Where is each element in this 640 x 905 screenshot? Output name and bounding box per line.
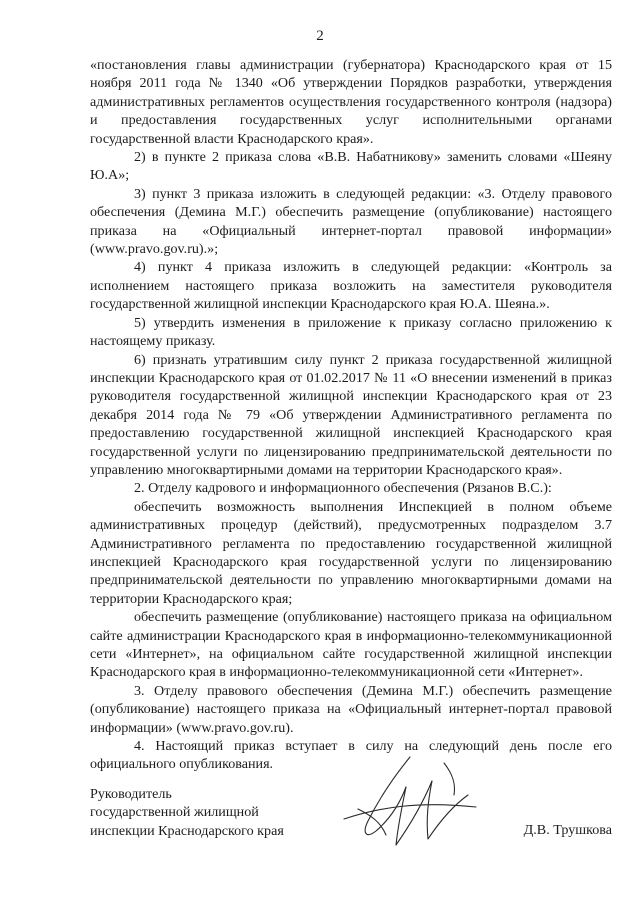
- handwritten-signature: [340, 749, 480, 859]
- signature-block: [90, 785, 612, 865]
- paragraph-clause-2-task-2: обеспечить размещение (опубликование) настоящего приказа на официальном сайте администрации Краснодарского края в информационно-телекоммуникационной сети «Интернет», на официальном сайте государственной жилищной инспекции Краснодарского края в информационно-телекоммуникационной сети «Интернет».: [90, 609, 612, 681]
- paragraph-clause-2-task-1: обеспечить возможность выполнения Инспекцией в полном объеме административных процедур (действий), предусмотренных подразделом 3.7 Административного регламента по предоставлению государственной жилищной инспекцией Краснодарского края государственной услуги по лицензированию предпринимательской деятельности по управлению многоквартирными домами на территории Краснодарского края;: [90, 498, 612, 607]
- signatory-title: [90, 785, 284, 840]
- paragraph-clause-3: 3. Отделу правового обеспечения (Демина М.Г.) обеспечить размещение (опубликование) настоящего приказа на «Официальный интернет-портал правовой информации» (www.pravo.gov.ru).: [90, 682, 612, 736]
- document-body: [90, 56, 612, 774]
- signatory-name: Д.В. Трушкова: [523, 822, 612, 838]
- signatory-title-line: Руководитель: [90, 786, 172, 802]
- signatory-title-line: инспекции Краснодарского края: [90, 822, 284, 839]
- paragraph-clause-2: 2. Отделу кадрового и информационного обеспечения (Рязанов В.С.):: [134, 480, 552, 497]
- page-number: 2: [316, 28, 324, 44]
- paragraph-clause-4: 4. Настоящий приказ вступает в силу на следующий день после его официального опубликования.: [90, 738, 612, 773]
- signatory-title-line: государственной жилищной: [90, 804, 259, 821]
- paragraph-item-2: 2) в пункте 2 приказа слова «В.В. Набатникову» заменить словами «Шеяну Ю.А»;: [90, 149, 612, 184]
- paragraph-item-5: 5) утвердить изменения в приложение к приказу согласно приложению к настоящему приказу.: [90, 314, 612, 350]
- paragraph-item-3: 3) пункт 3 приказа изложить в следующей редакции: «3. Отделу правового обеспечения (Демина М.Г.) обеспечить размещение (опубликование) настоящего приказа на «Официальный интернет-портал правовой информации» (www.pravo.gov.ru).»;: [90, 185, 612, 258]
- paragraph-item-4: 4) пункт 4 приказа изложить в следующей редакции: «Контроль за исполнением настоящего приказа возложить на заместителя руководителя государственной жилищной инспекции Краснодарского края Ю.А. Шеяна.».: [90, 259, 612, 313]
- paragraph-continuation: «постановления главы администрации (губернатора) Краснодарского края от 15 ноября 2011 года № 1340 «Об утверждении Порядков разработки, утверждения административных регламентов осуществления государственного контроля (надзора) и предоставления государственных услуг исполнительными органами государственной власти Краснодарского края».: [90, 57, 612, 147]
- paragraph-item-6: 6) признать утратившим силу пункт 2 приказа государственной жилищной инспекции Краснодарского края от 01.02.2017 № 11 «О внесении изменений в приказ руководителя государственной жилищной инспекции Краснодарского края от 23 декабря 2014 года № 79 «Об утверждении Административного регламента по предоставлению государственной жилищной инспекцией Краснодарского края государственной услуги по лицензированию предпринимательской деятельности по управлению многоквартирными домами на территории Краснодарского края».: [90, 351, 612, 478]
